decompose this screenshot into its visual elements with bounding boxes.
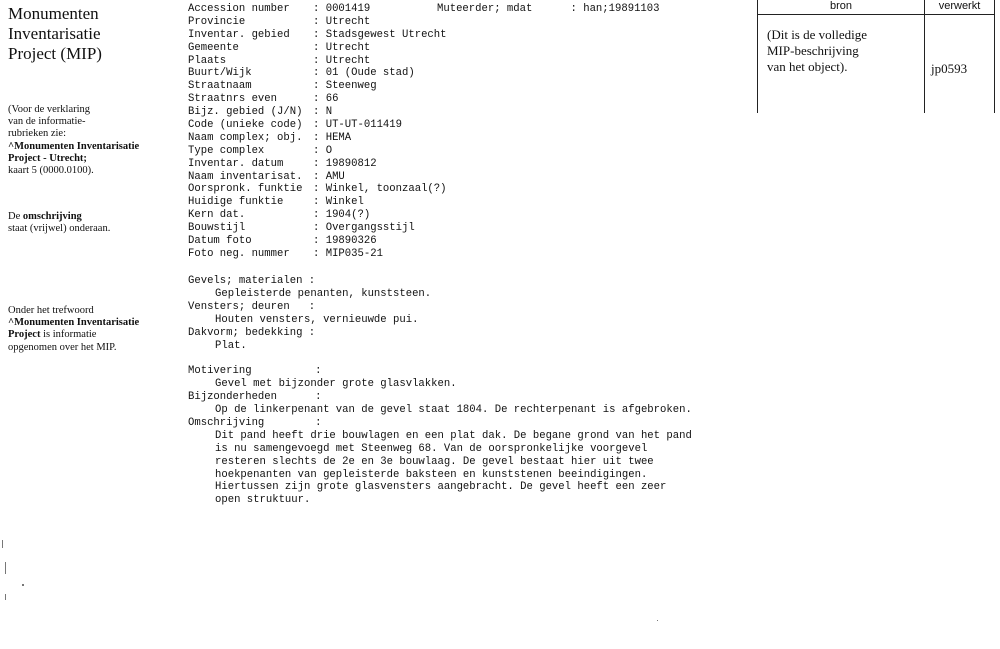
record-field-row bbox=[188, 42, 447, 55]
record-field-row bbox=[188, 196, 447, 209]
description-sections bbox=[188, 275, 748, 507]
header-bron: bron bbox=[829, 0, 853, 12]
field-separator: : bbox=[313, 144, 326, 157]
field-separator: : bbox=[313, 3, 326, 15]
bron-line-1: (Dit is de volledige bbox=[767, 27, 868, 42]
dakvorm-heading: Dakvorm; bedekking : bbox=[188, 326, 316, 339]
title-line-2: Inventarisatie bbox=[8, 24, 101, 43]
note3-mid: is informatie bbox=[40, 329, 97, 341]
bron-line-3: van het object). bbox=[767, 59, 848, 75]
field-separator: : bbox=[313, 80, 326, 93]
record-field-row bbox=[188, 183, 447, 196]
field-separator: : bbox=[313, 196, 326, 209]
omschrijving-line-2: is nu samengevoegd met Steenweg 68. Van de oorspronkelijke voorgevel bbox=[215, 442, 648, 455]
gevels-text: Gepleisterde penanten, kunststeen. bbox=[215, 287, 432, 300]
field-label: Inventar. datum bbox=[188, 157, 284, 170]
title-line-1: Monumenten bbox=[8, 4, 99, 23]
omschrijving-line-3: resteren slechts de 2e en 3e bouwlaag. De gevel bestaat hier uit twee bbox=[215, 455, 654, 468]
record-field-row bbox=[188, 16, 447, 29]
note1-bold-2: Project - Utrecht; bbox=[8, 152, 87, 164]
field-value: O bbox=[325, 144, 333, 157]
omschrijving-line-5: Hiertussen zijn grote glasvensters aangebracht. De gevel heeft een zeer bbox=[215, 481, 667, 494]
note2-bold: omschrijving bbox=[22, 211, 82, 222]
field-value: MIP035-21 bbox=[325, 247, 383, 260]
sidebar-note-omschrijving bbox=[8, 211, 110, 235]
field-separator: : bbox=[313, 170, 326, 183]
field-value: 19890812 bbox=[325, 157, 377, 170]
column-divider bbox=[924, 0, 925, 113]
record-field-row bbox=[188, 3, 447, 16]
note3-tail: opgenomen over het MIP. bbox=[8, 341, 117, 353]
scan-speck bbox=[5, 594, 6, 600]
note3-bold-1: ^Monumenten Inventarisatie bbox=[8, 317, 140, 329]
field-separator: : bbox=[313, 54, 326, 67]
header-verwerkt: verwerkt bbox=[938, 0, 981, 12]
sidebar-title bbox=[8, 4, 102, 64]
record-field-row bbox=[188, 145, 447, 158]
field-label: Straatnaam bbox=[188, 80, 252, 93]
field-separator: : bbox=[313, 183, 326, 196]
record-field-row bbox=[188, 248, 447, 261]
field-label: Oorspronk. funktie bbox=[188, 183, 303, 196]
scan-speck bbox=[5, 562, 6, 574]
record-field-row bbox=[188, 132, 447, 145]
field-separator: : bbox=[313, 235, 326, 248]
record-field-row bbox=[188, 209, 447, 222]
muteerder-field: Muteerder; mdat : han;19891103 bbox=[437, 3, 660, 15]
record-field-row bbox=[188, 119, 447, 132]
field-value: 0001419 bbox=[325, 3, 371, 15]
field-separator: : bbox=[313, 67, 326, 80]
field-value: Utrecht bbox=[325, 54, 371, 67]
field-label: Bijz. gebied (J/N) bbox=[188, 106, 303, 119]
bron-cell bbox=[767, 27, 867, 76]
field-value: HEMA bbox=[325, 131, 352, 144]
field-label: Buurt/Wijk bbox=[188, 67, 252, 80]
field-label: Provincie bbox=[188, 15, 246, 28]
bijzonderheden-heading: Bijzonderheden : bbox=[188, 391, 322, 404]
field-value: Utrecht bbox=[325, 15, 371, 28]
record-field-row bbox=[188, 29, 447, 42]
vensters-heading: Vensters; deuren : bbox=[188, 300, 316, 313]
vensters-text: Houten vensters, vernieuwde pui. bbox=[215, 313, 419, 326]
field-label: Huidige funktie bbox=[188, 196, 284, 209]
scan-speck bbox=[657, 620, 658, 621]
field-value: UT-UT-011419 bbox=[325, 119, 403, 132]
field-separator: : bbox=[313, 15, 326, 28]
field-separator: : bbox=[313, 106, 326, 119]
note1-tail: kaart 5 (0000.0100). bbox=[8, 165, 94, 177]
field-label: Type complex bbox=[188, 144, 265, 157]
field-label: Datum foto bbox=[188, 235, 252, 248]
field-separator: : bbox=[313, 131, 326, 144]
field-value: 19890326 bbox=[325, 235, 377, 248]
record-field-row bbox=[188, 93, 447, 106]
record-field-row bbox=[188, 171, 447, 184]
scan-speck bbox=[22, 584, 24, 586]
note1-line-1: (Voor de verklaring bbox=[8, 104, 91, 115]
sidebar-note-trefwoord bbox=[8, 305, 139, 354]
field-separator: : bbox=[313, 41, 326, 54]
bron-line-2: MIP-beschrijving bbox=[767, 43, 859, 59]
field-label: Kern dat. bbox=[188, 209, 246, 222]
record-field-row bbox=[188, 106, 447, 119]
field-separator: : bbox=[313, 222, 326, 235]
field-label: Bouwstijl bbox=[188, 222, 246, 235]
field-value: 1904(?) bbox=[325, 209, 371, 222]
field-label: Gemeente bbox=[188, 41, 239, 54]
field-label: Plaats bbox=[188, 54, 227, 67]
field-value: Overgangsstijl bbox=[325, 222, 415, 235]
gevels-heading: Gevels; materialen : bbox=[188, 275, 316, 287]
field-value: Stadsgewest Utrecht bbox=[325, 28, 447, 41]
record-field-row bbox=[188, 222, 447, 235]
title-line-3: Project (MIP) bbox=[8, 44, 102, 63]
record-field-row bbox=[188, 158, 447, 171]
bron-verwerkt-table bbox=[757, 0, 995, 113]
motivering-text: Gevel met bijzonder grote glasvlakken. bbox=[215, 378, 457, 391]
field-label: Inventar. gebied bbox=[188, 28, 290, 41]
record-field-row bbox=[188, 235, 447, 248]
field-label: Naam inventarisat. bbox=[188, 170, 303, 183]
note1-bold-1: ^Monumenten Inventarisatie bbox=[8, 140, 140, 152]
omschrijving-heading: Omschrijving : bbox=[188, 416, 322, 429]
field-value: Winkel bbox=[325, 196, 364, 209]
sidebar-note-verklaring bbox=[8, 104, 139, 177]
dakvorm-text: Plat. bbox=[215, 339, 247, 352]
field-value: Utrecht bbox=[325, 41, 371, 54]
verwerkt-cell: jp0593 bbox=[931, 61, 968, 76]
field-separator: : bbox=[313, 119, 326, 132]
bijzonderheden-text: Op de linkerpenant van de gevel staat 1804. De rechterpenant is afgebroken. bbox=[215, 404, 692, 417]
field-value: Steenweg bbox=[325, 80, 377, 93]
note3-head: Onder het trefwoord bbox=[8, 305, 94, 316]
field-label: Accession number bbox=[188, 3, 290, 15]
field-label: Code (unieke code) bbox=[188, 119, 303, 132]
field-label: Straatnrs even bbox=[188, 93, 278, 106]
field-separator: : bbox=[313, 209, 326, 222]
note1-line-3: rubrieken zie: bbox=[8, 128, 67, 140]
record-field-row bbox=[188, 80, 447, 93]
note1-line-2: van de informatie- bbox=[8, 116, 86, 128]
omschrijving-line-4: hoekpenanten van gepleisterde baksteen en kunststenen beeindigingen. bbox=[215, 468, 648, 481]
field-separator: : bbox=[313, 247, 326, 260]
field-value: 01 (Oude stad) bbox=[325, 67, 415, 80]
field-value: 66 bbox=[325, 93, 339, 106]
note3-bold-2: Project bbox=[8, 329, 41, 341]
field-separator: : bbox=[313, 93, 326, 106]
field-value: Winkel, toonzaal(?) bbox=[325, 183, 447, 196]
note2-tail: staat (vrijwel) onderaan. bbox=[8, 223, 111, 235]
field-value: AMU bbox=[325, 170, 345, 183]
note2-pre: De bbox=[8, 211, 23, 222]
field-value: N bbox=[325, 106, 333, 119]
field-label: Foto neg. nummer bbox=[188, 247, 290, 260]
record-fields bbox=[188, 3, 447, 261]
table-header bbox=[758, 0, 994, 15]
motivering-heading: Motivering : bbox=[188, 365, 322, 378]
omschrijving-line-1: Dit pand heeft drie bouwlagen en een plat dak. De begane grond van het pand bbox=[215, 429, 692, 442]
field-separator: : bbox=[313, 157, 326, 170]
scan-speck bbox=[2, 540, 3, 548]
field-separator: : bbox=[313, 28, 326, 41]
record-field-row bbox=[188, 67, 447, 80]
omschrijving-line-6: open struktuur. bbox=[215, 494, 311, 507]
record-field-row bbox=[188, 55, 447, 68]
field-label: Naam complex; obj. bbox=[188, 131, 303, 144]
